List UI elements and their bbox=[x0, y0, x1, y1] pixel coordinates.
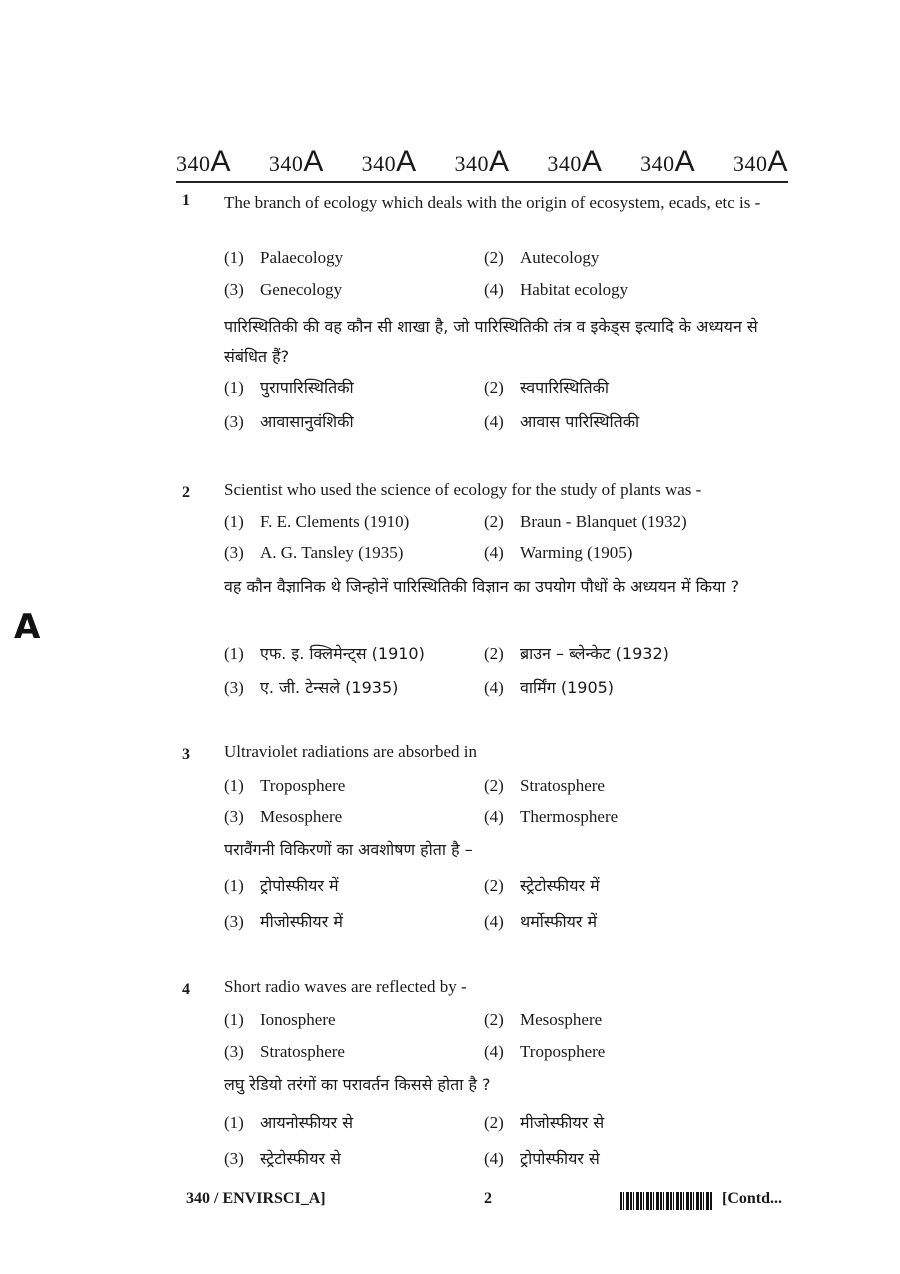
question-text-hi: वह कौन वैज्ञानिक थे जिन्होनें पारिस्थितिकी विज्ञान का उपयोग पौधों के अध्ययन में किया ? bbox=[224, 577, 740, 596]
paper-code: 340A bbox=[547, 145, 603, 178]
paper-code: 340A bbox=[640, 145, 696, 178]
question-text-hi: पारिस्थितिकी की वह कौन सी शाखा है, जो पारिस्थितिकी तंत्र व इकेड्स इत्यादि के अध्ययन से संबंधित हैं? bbox=[224, 317, 758, 366]
footer-paper-code: 340 / ENVIRSCI_A] bbox=[186, 1190, 326, 1207]
question-number: 1 bbox=[182, 192, 190, 209]
option-hi-3: (3) ए. जी. टेन्सले (1935) bbox=[224, 678, 399, 697]
option-en-1: (1) Ionosphere bbox=[224, 1010, 336, 1029]
paper-code: 340A bbox=[732, 145, 788, 178]
option-en-4: (4) Warming (1905) bbox=[484, 543, 633, 562]
page-number: 2 bbox=[484, 1190, 492, 1207]
paper-code: 340A bbox=[361, 145, 417, 178]
option-hi-4: (4) वार्मिंग (1905) bbox=[484, 678, 615, 697]
question-number: 3 bbox=[182, 746, 190, 763]
paper-code: 340A bbox=[454, 145, 510, 178]
option-hi-2: (2) मीजोस्फीयर से bbox=[484, 1113, 605, 1132]
question-text-hi: परावैंगनी विकिरणों का अवशोषण होता है – bbox=[224, 840, 473, 859]
option-hi-1: (1) पुरापारिस्थितिकी bbox=[224, 378, 354, 397]
continued-label: [Contd... bbox=[722, 1190, 783, 1207]
option-hi-3: (3) मीजोस्फीयर में bbox=[224, 912, 343, 931]
question-text-en: The branch of ecology which deals with the origin of ecosystem, ecads, etc is - bbox=[224, 193, 761, 212]
paper-code-header bbox=[176, 145, 788, 183]
option-hi-4: (4) थर्मोस्फीयर में bbox=[484, 912, 598, 931]
question-text-hi: लघु रेडियो तरंगों का परावर्तन किससे होता है ? bbox=[224, 1075, 491, 1094]
option-en-2: (2) Autecology bbox=[484, 248, 600, 267]
option-hi-2: (2) ब्राउन – ब्लेन्केट (1932) bbox=[484, 644, 669, 663]
barcode-icon bbox=[620, 1192, 712, 1210]
option-hi-4: (4) ट्रोपोस्फीयर से bbox=[484, 1149, 600, 1168]
question-text-en: Scientist who used the science of ecology for the study of plants was - bbox=[224, 480, 702, 499]
question-text-en: Short radio waves are reflected by - bbox=[224, 977, 467, 996]
option-en-1: (1) Palaecology bbox=[224, 248, 344, 267]
option-hi-3: (3) आवासानुवंशिकी bbox=[224, 412, 354, 431]
question-number: 2 bbox=[182, 484, 190, 501]
option-en-4: (4) Thermosphere bbox=[484, 807, 619, 826]
page-footer bbox=[0, 1190, 900, 1220]
option-en-3: (3) A. G. Tansley (1935) bbox=[224, 543, 404, 562]
option-en-3: (3) Stratosphere bbox=[224, 1042, 345, 1061]
option-en-1: (1) F. E. Clements (1910) bbox=[224, 512, 410, 531]
option-en-2: (2) Stratosphere bbox=[484, 776, 605, 795]
option-en-3: (3) Mesosphere bbox=[224, 807, 343, 826]
option-en-2: (2) Mesosphere bbox=[484, 1010, 603, 1029]
option-en-3: (3) Genecology bbox=[224, 280, 343, 299]
question-number: 4 bbox=[182, 981, 190, 998]
option-hi-4: (4) आवास पारिस्थितिकी bbox=[484, 412, 640, 431]
paper-code: 340A bbox=[176, 145, 232, 178]
paper-code: 340A bbox=[268, 145, 324, 178]
option-hi-1: (1) आयनोस्फीयर से bbox=[224, 1113, 354, 1132]
option-en-2: (2) Braun - Blanquet (1932) bbox=[484, 512, 687, 531]
option-hi-1: (1) एफ. इ. क्लिमेन्ट्स (1910) bbox=[224, 644, 425, 663]
option-en-4: (4) Habitat ecology bbox=[484, 280, 629, 299]
side-booklet-mark: A bbox=[14, 607, 41, 647]
option-en-1: (1) Troposphere bbox=[224, 776, 346, 795]
option-hi-3: (3) स्ट्रेटोस्फीयर से bbox=[224, 1149, 341, 1168]
question-text-en: Ultraviolet radiations are absorbed in bbox=[224, 742, 478, 761]
option-hi-1: (1) ट्रोपोस्फीयर में bbox=[224, 876, 339, 895]
option-en-4: (4) Troposphere bbox=[484, 1042, 606, 1061]
option-hi-2: (2) स्वपारिस्थितिकी bbox=[484, 378, 610, 397]
option-hi-2: (2) स्ट्रेटोस्फीयर में bbox=[484, 876, 600, 895]
